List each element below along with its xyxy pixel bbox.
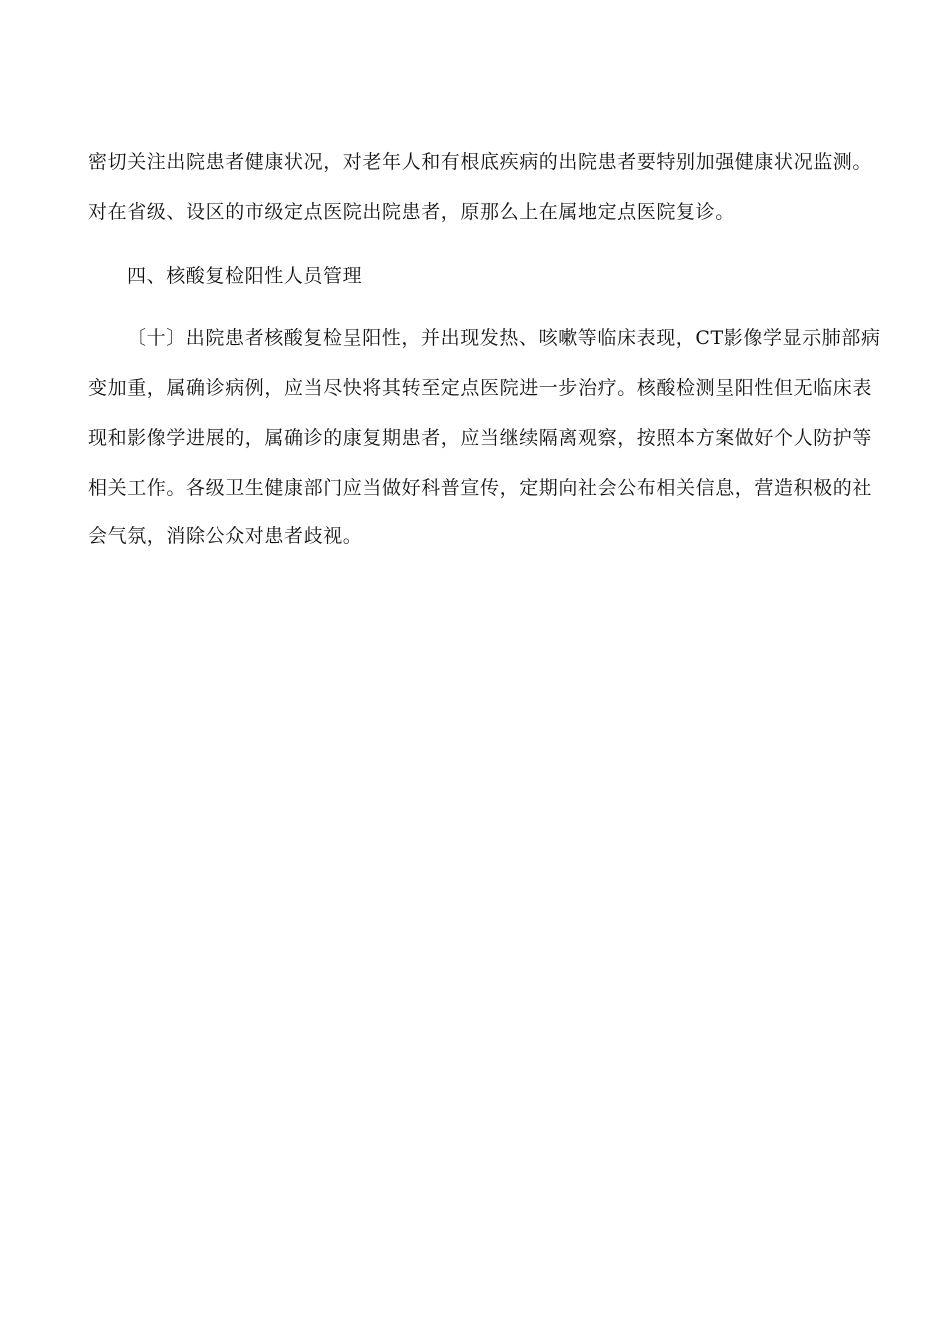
paragraph-2-line-4: 相关工作。各级卫生健康部门应当做好科普宣传，定期向社会公布相关信息，营造积极的社 — [88, 477, 873, 499]
paragraph-1-line-2: 对在省级、设区的市级定点医院出院患者，原那么上在属地定点医院复诊。 — [88, 201, 735, 223]
paragraph-1-line-1: 密切关注出院患者健康状况，对老年人和有根底疾病的出院患者要特别加强健康状况监测。 — [88, 151, 873, 173]
paragraph-2-line-5: 会气氛，消除公众对患者歧视。 — [88, 525, 363, 547]
section-heading: 四、核酸复检阳性人员管理 — [127, 265, 363, 287]
paragraph-2-line-1: 〔十〕出院患者核酸复检呈阳性，并出现发热、咳嗽等临床表现，CT影像学显示肺部病 — [127, 327, 881, 349]
paragraph-2-line-3: 现和影像学进展的，属确诊的康复期患者，应当继续隔离观察，按照本方案做好个人防护等 — [88, 427, 873, 449]
paragraph-2-line-2: 变加重，属确诊病例，应当尽快将其转至定点医院进一步治疗。核酸检测呈阳性但无临床表 — [88, 377, 873, 399]
